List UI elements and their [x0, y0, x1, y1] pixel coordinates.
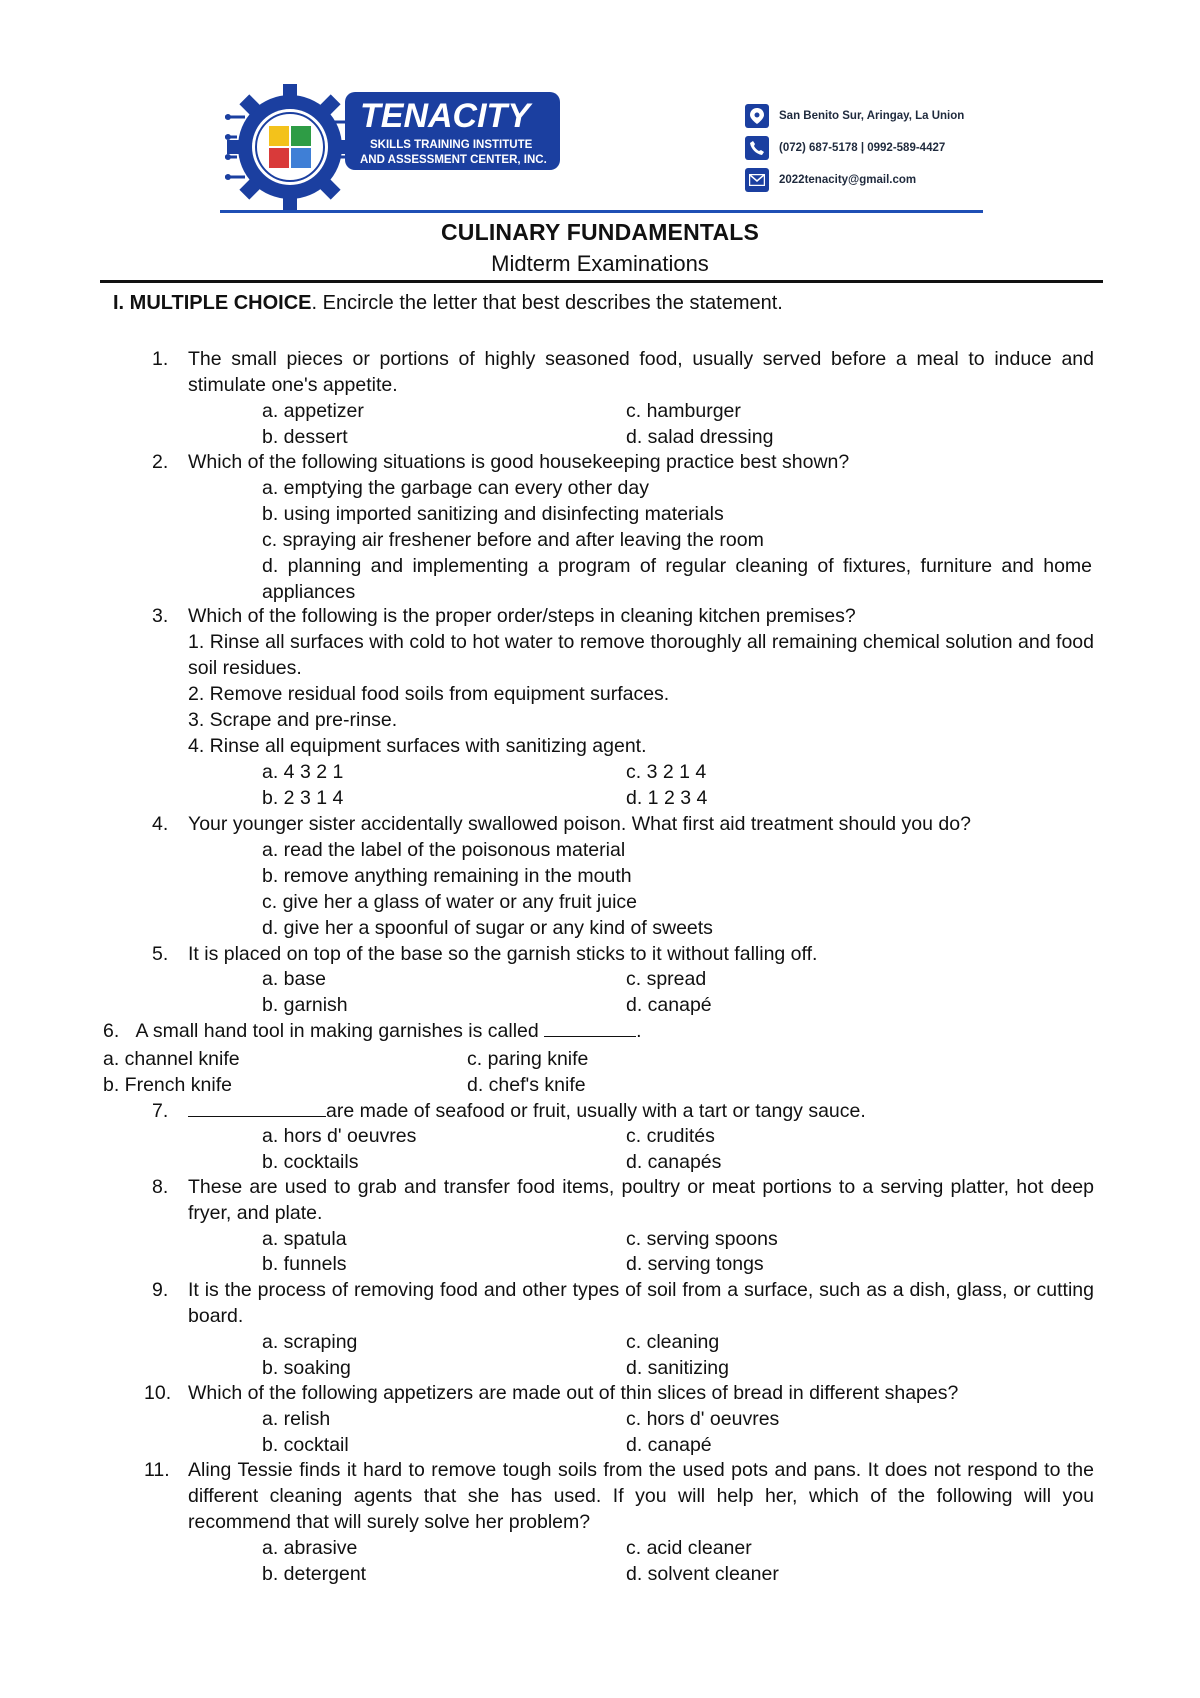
option-d: d. 1 2 3 4 [626, 787, 708, 809]
option-b: b. cocktails [262, 1151, 359, 1173]
option-b: b. using imported sanitizing and disinfecting materials [262, 503, 724, 525]
question-stem: Your younger sister accidentally swallowed poison. What first aid treatment should you do? [188, 813, 971, 835]
contact-address [745, 100, 964, 131]
option-b: b. French knife [103, 1074, 232, 1096]
exam-title: CULINARY FUNDAMENTALS [440, 219, 760, 245]
question-stem: It is placed on top of the base so the garnish sticks to it without falling off. [188, 943, 818, 965]
question-stem: It is the process of removing food and other types of soil from a surface, such as a dish, glass, or cutting board. [188, 1279, 1094, 1327]
option-a: a. abrasive [262, 1537, 358, 1559]
question-number: 11. [144, 1459, 170, 1481]
step-4: 4. Rinse all equipment surfaces with sanitizing agent. [188, 735, 647, 757]
phone-text: (072) 687-5178 | 0992-589-4427 [779, 141, 946, 154]
section-label: I. MULTIPLE CHOICE [113, 292, 312, 314]
exam-subtitle: Midterm Examinations [491, 251, 709, 276]
step-3: 3. Scrape and pre-rinse. [188, 709, 398, 731]
option-a: a. spatula [262, 1228, 347, 1250]
org-name: TENACITY [360, 97, 530, 135]
option-a: a. emptying the garbage can every other day [262, 477, 649, 499]
question-stem: The small pieces or portions of highly seasoned food, usually served before a meal to induce and stimulate one's appetite. [188, 348, 1094, 396]
question-stem-wrap [188, 1098, 1094, 1124]
question-stem: are made of seafood or fruit, usually with a tart or tangy sauce. [326, 1100, 866, 1122]
question-stem: Which of the following situations is good housekeeping practice best shown? [188, 451, 850, 473]
step-2: 2. Remove residual food soils from equipment surfaces. [188, 683, 670, 705]
option-d: d. solvent cleaner [626, 1563, 779, 1585]
option-a: a. read the label of the poisonous material [262, 839, 626, 861]
option-c: c. give her a glass of water or any fruit juice [262, 891, 638, 913]
option-c: c. hamburger [626, 400, 741, 422]
org-sub-line1: SKILLS TRAINING INSTITUTE [370, 139, 533, 151]
question-6 [103, 1018, 642, 1044]
question-stem: Which of the following is the proper order/steps in cleaning kitchen premises? [188, 605, 856, 627]
tenacity-logo [225, 82, 620, 212]
question-number: 9. [152, 1279, 169, 1301]
contact-block [745, 100, 964, 196]
option-b: b. dessert [262, 426, 348, 448]
option-b: b. cocktail [262, 1434, 349, 1456]
option-b: b. garnish [262, 994, 348, 1016]
option-c: c. hors d' oeuvres [626, 1408, 780, 1430]
question-stem-end: . [636, 1020, 642, 1042]
letterhead [0, 0, 1200, 215]
question-number: 10. [144, 1382, 172, 1404]
option-a: a. 4 3 2 1 [262, 761, 344, 783]
option-c: c. spraying air freshener before and after leaving the room [262, 529, 764, 551]
map-pin-icon [745, 104, 769, 128]
question-number: 2. [152, 451, 169, 473]
option-d: d. canapé [626, 994, 712, 1016]
question-number: 6. [103, 1020, 120, 1042]
option-a: a. appetizer [262, 400, 364, 422]
section-instructions [113, 292, 783, 315]
option-a: a. hors d' oeuvres [262, 1125, 417, 1147]
question-number: 5. [152, 943, 169, 965]
option-b: b. 2 3 1 4 [262, 787, 344, 809]
option-c: c. 3 2 1 4 [626, 761, 707, 783]
option-c: c. spread [626, 968, 707, 990]
option-a: a. channel knife [103, 1048, 240, 1070]
question-number: 7. [152, 1100, 169, 1122]
org-sub-line2: AND ASSESSMENT CENTER, INC. [360, 154, 547, 166]
option-d: d. give her a spoonful of sugar or any kind of sweets [262, 917, 713, 939]
option-b: b. remove anything remaining in the mouth [262, 865, 632, 887]
step-1: 1. Rinse all surfaces with cold to hot water to remove thoroughly all remaining chemical solution and food soil residues. [188, 631, 1094, 679]
email-text: 2022tenacity@gmail.com [779, 173, 917, 186]
answer-blank [188, 1098, 326, 1117]
header-divider [220, 210, 983, 213]
address-text: San Benito Sur, Aringay, La Union [779, 109, 965, 122]
option-a: a. base [262, 968, 326, 990]
option-d: d. planning and implementing a program of regular cleaning of fixtures, furniture and home appliances [262, 555, 1092, 603]
question-stem: Aling Tessie finds it hard to remove tough soils from the used pots and pans. It does not respond to the different cleaning agents that she has used. If you will help her, which of the following will you recommend that will surely solve her problem? [188, 1459, 1094, 1533]
option-c: c. acid cleaner [626, 1537, 752, 1559]
question-stem: Which of the following appetizers are made out of thin slices of bread in different shapes? [188, 1382, 959, 1404]
option-b: b. funnels [262, 1253, 347, 1275]
option-d: d. salad dressing [626, 426, 774, 448]
phone-icon [745, 136, 769, 160]
contact-phone [745, 132, 964, 163]
mail-icon [745, 168, 769, 192]
section-instruction: . Encircle the letter that best describes the statement. [311, 292, 783, 314]
question-number: 4. [152, 813, 169, 835]
option-d: d. serving tongs [626, 1253, 764, 1275]
option-c: c. cleaning [626, 1331, 720, 1353]
option-d: d. canapé [626, 1434, 712, 1456]
question-number: 3. [152, 605, 169, 627]
option-d: d. canapés [626, 1151, 722, 1173]
option-d: d. chef's knife [467, 1074, 586, 1096]
question-number: 1. [152, 348, 169, 370]
option-a: a. scraping [262, 1331, 358, 1353]
question-number: 8. [152, 1176, 169, 1198]
question-stem: A small hand tool in making garnishes is called [135, 1020, 545, 1042]
answer-blank [544, 1018, 636, 1037]
option-c: c. paring knife [467, 1048, 589, 1070]
option-b: b. soaking [262, 1357, 351, 1379]
option-b: b. detergent [262, 1563, 367, 1585]
option-d: d. sanitizing [626, 1357, 729, 1379]
title-divider [100, 280, 1103, 283]
question-stem: These are used to grab and transfer food items, poultry or meat portions to a serving platter, hot deep fryer, and plate. [188, 1176, 1094, 1224]
contact-email [745, 164, 964, 195]
option-a: a. relish [262, 1408, 331, 1430]
option-c: c. serving spoons [626, 1228, 778, 1250]
option-c: c. crudités [626, 1125, 715, 1147]
